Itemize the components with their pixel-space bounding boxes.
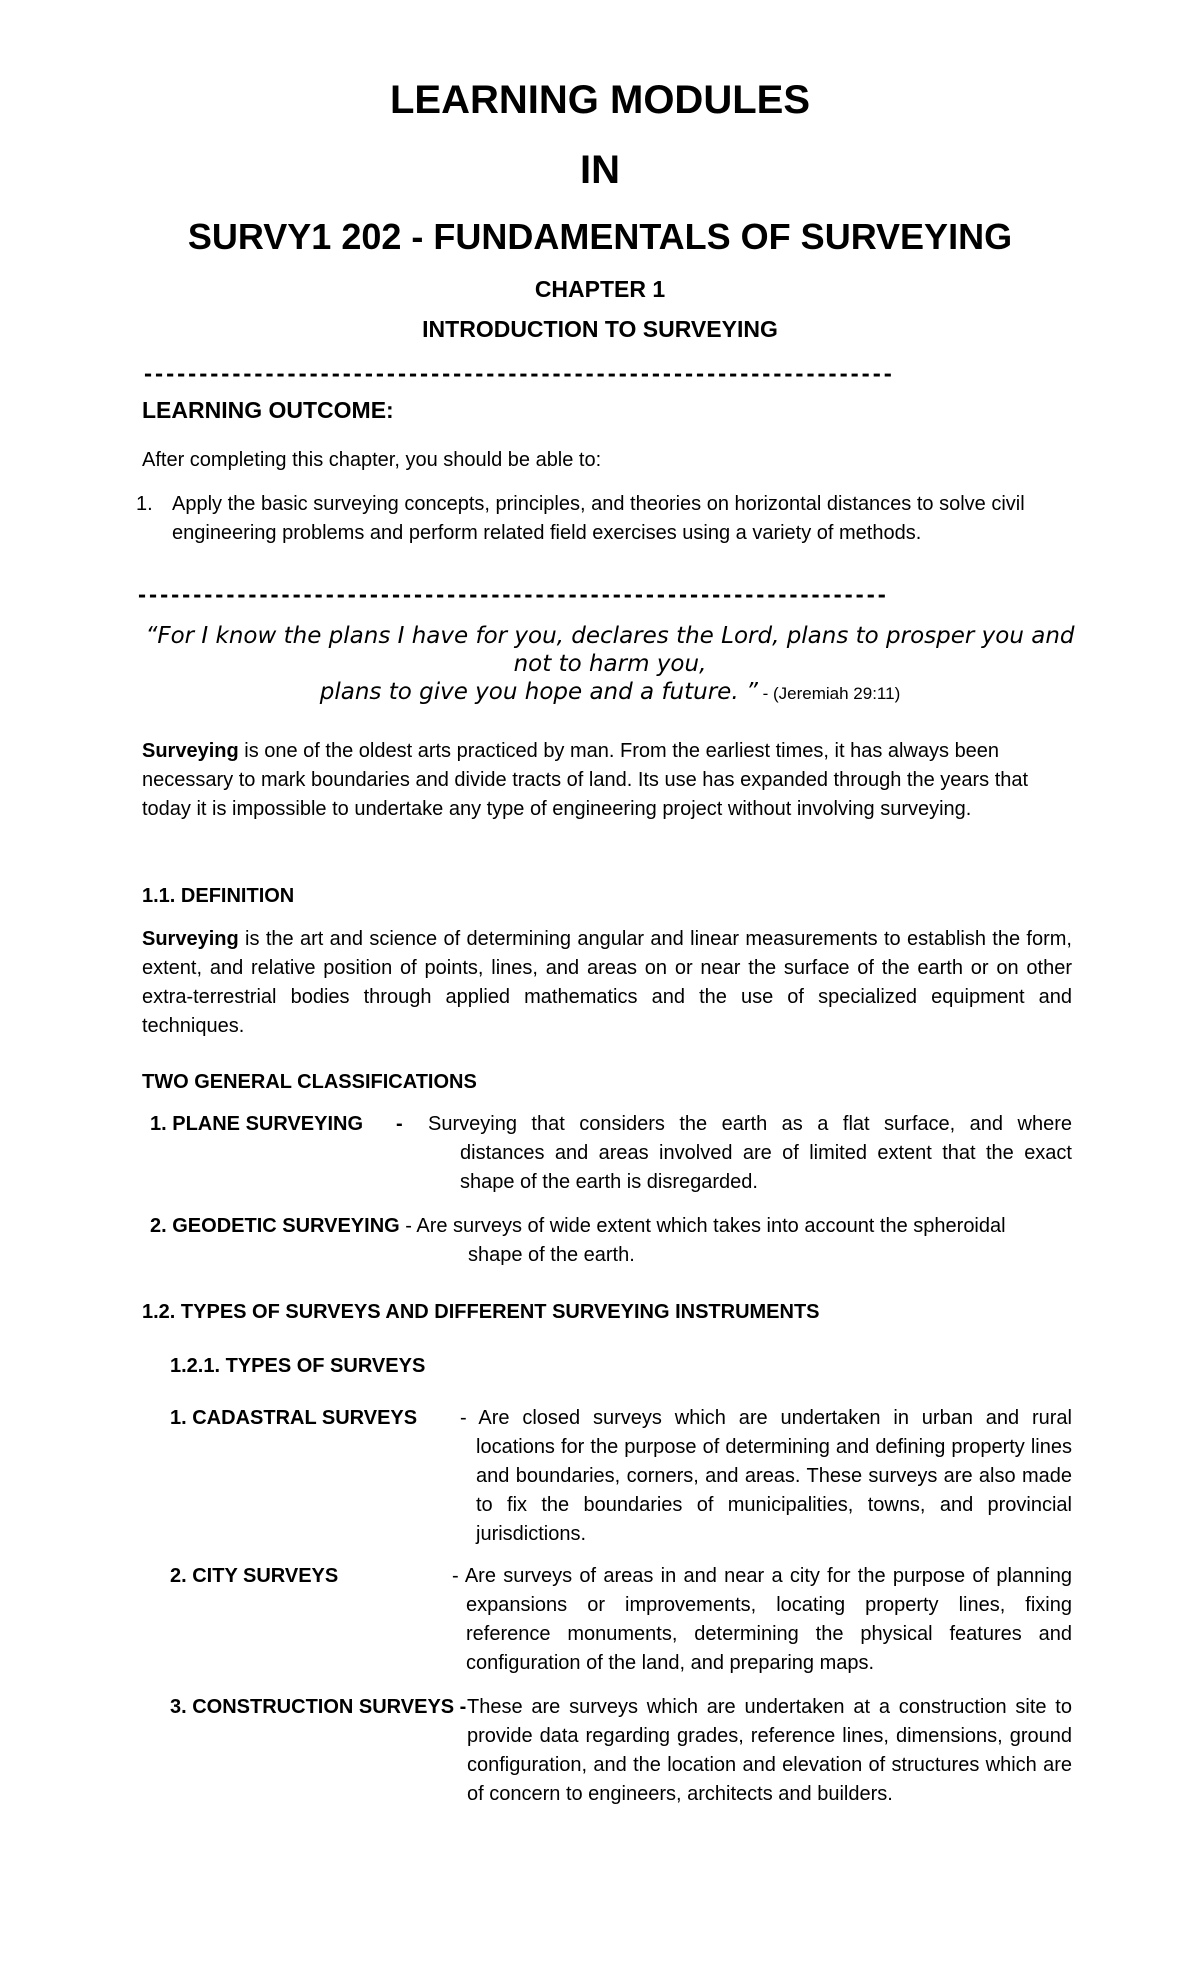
definition-term: Surveying [142, 928, 239, 950]
geodetic-surveying-rest: shape of the earth. [468, 1244, 635, 1266]
learning-outcome-intro: After completing this chapter, you should be able to: [142, 449, 602, 471]
quote-line-3 [120, 678, 1100, 708]
definition-paragraph [142, 925, 1072, 1041]
cadastral-text: - Are closed surveys which are undertaken in urban and rural locations for the purpose of determining and defining property lines and boundaries, corners, and areas. These surveys are also made to fix the boundaries of municipalities, towns, and provincial jurisdictions. [460, 1407, 1072, 1545]
plane-surveying-sep: - [396, 1113, 403, 1135]
definition-text: is the art and science of determining angular and linear measurements to establish the form, extent, and relative position of points, lines, and areas on or near the surface of the earth or on other extra-terrestrial bodies through applied mathematics and the use of specialized equipment and techniques. [142, 928, 1072, 1037]
divider-bottom: -------------------------------------------------------------------- [136, 583, 887, 607]
construction-surveys-label: 3. CONSTRUCTION SURVEYS - [170, 1696, 467, 1718]
quote-line-2: not to harm you, [513, 651, 707, 677]
definition-heading: 1.1. DEFINITION [142, 885, 295, 907]
types-subheading: 1.2.1. TYPES OF SURVEYS [170, 1355, 426, 1377]
intro-text: is one of the oldest arts practiced by man. From the earliest times, it has always been necessary to mark boundaries and divide tracts of land. Its use has expanded through the years that today it is impossible to undertake any type of engineering project without involving surveying. [142, 740, 1029, 820]
title-line-2: IN [580, 148, 620, 192]
construction-surveys-text: These are surveys which are undertaken at a construction site to provide data regarding grades, reference lines, dimensions, ground configuration, and the location and elevation of structures which are of concern to engineers, architects and builders. [467, 1696, 1072, 1805]
city-surveys-label: 2. CITY SURVEYS [170, 1565, 339, 1587]
plane-surveying-label: 1. PLANE SURVEYING [150, 1113, 364, 1135]
plane-surveying-line1: Surveying that considers the earth as a flat surface, and where [428, 1113, 1072, 1135]
intro-term: Surveying [142, 740, 239, 762]
classifications-heading: TWO GENERAL CLASSIFICATIONS [142, 1071, 477, 1093]
chapter-title: INTRODUCTION TO SURVEYING [422, 316, 778, 342]
types-heading: 1.2. TYPES OF SURVEYS AND DIFFERENT SURVEYING INSTRUMENTS [142, 1301, 820, 1323]
outcome-item-number: 1. [136, 493, 153, 515]
bible-quote [120, 622, 1100, 708]
geodetic-surveying-label: 2. GEODETIC SURVEYING [150, 1215, 400, 1237]
city-surveys-text: - Are surveys of areas in and near a city for the purpose of planning expansions or improvements, locating property lines, fixing reference monuments, determining the physical features and configuration of the land, and preparing maps. [452, 1565, 1072, 1674]
quote-line-1: “For I know the plans I have for you, declares the Lord, plans to prosper you and [145, 623, 1075, 649]
divider-top: -------------------------------------------------------------------- [142, 362, 893, 386]
cadastral-label: 1. CADASTRAL SURVEYS [170, 1407, 418, 1429]
geodetic-surveying-sep: - [399, 1215, 417, 1237]
quote-reference: - (Jeremiah 29:11) [757, 684, 901, 703]
plane-surveying-rest: distances and areas involved are of limited extent that the exact shape of the earth is disregarded. [460, 1142, 1072, 1193]
intro-paragraph [142, 737, 1082, 824]
chapter-number: CHAPTER 1 [534, 276, 666, 302]
outcome-item-text: Apply the basic surveying concepts, principles, and theories on horizontal distances to solve civil engineering problems and perform related field exercises using a variety of methods. [172, 493, 1025, 544]
geodetic-surveying-line1: Are surveys of wide extent which takes into account the spheroidal [416, 1215, 1006, 1237]
quote-line-3-text: plans to give you hope and a future. ” [319, 679, 758, 705]
course-title: SURVY1 202 - FUNDAMENTALS OF SURVEYING [187, 216, 1013, 257]
geodetic-surveying-row [150, 1212, 1006, 1241]
title-line-1: LEARNING MODULES [390, 78, 810, 122]
learning-outcome-heading: LEARNING OUTCOME: [142, 397, 394, 423]
